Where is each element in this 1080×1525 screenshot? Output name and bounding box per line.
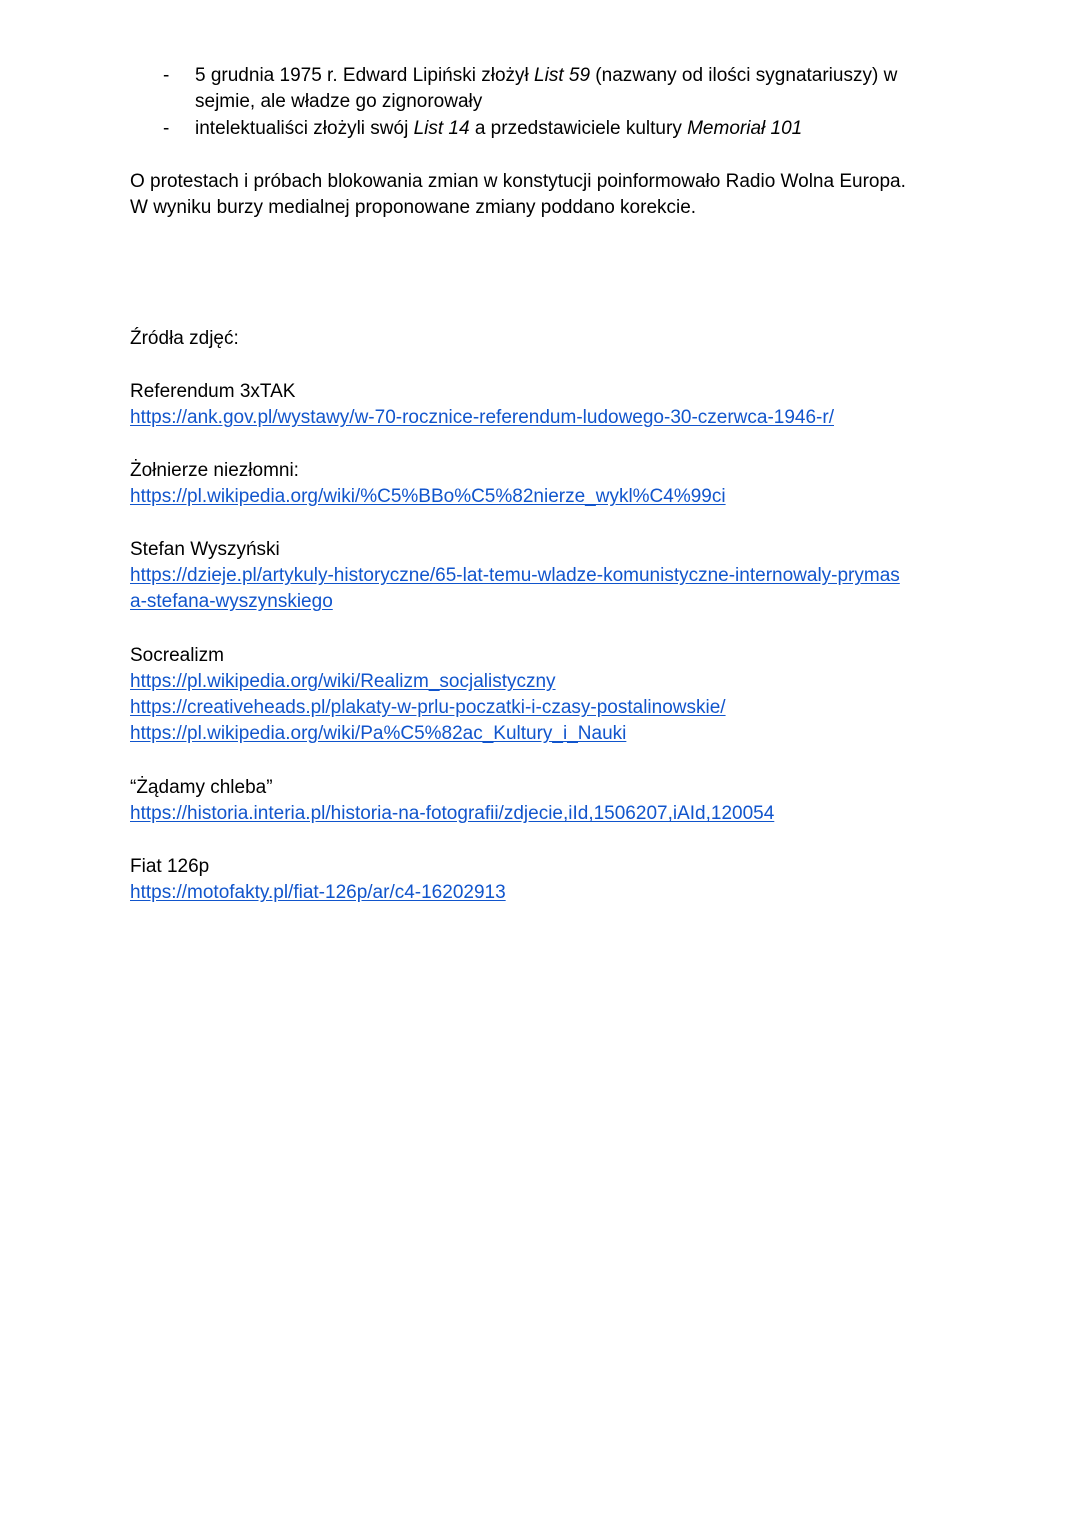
source-link[interactable]: https://pl.wikipedia.org/wiki/%C5%BBo%C5%82nierze_wykl%C4%99ci xyxy=(130,486,726,507)
bullet-1-line-2: sejmie, ale władze go zignorowały xyxy=(195,91,483,112)
source-link[interactable]: https://pl.wikipedia.org/wiki/Realizm_socjalistyczny xyxy=(130,671,556,692)
source-link[interactable]: https://dzieje.pl/artykuly-historyczne/65-lat-temu-wladze-komunistyczne-internowaly-prymas xyxy=(130,565,900,586)
bullet-1-text-a: 5 grudnia 1975 r. Edward Lipiński złożył xyxy=(195,65,535,86)
sources-heading: Źródła zdjęć: xyxy=(130,328,239,349)
source-links-fiat xyxy=(130,880,506,906)
source-links-zadamy-chleba xyxy=(130,801,774,827)
paragraph-line-1: O protestach i próbach blokowania zmian w konstytucji poinformowało Radio Wolna Europa. xyxy=(130,171,906,192)
bullet-1-italic-list59: List 59 xyxy=(534,65,591,86)
source-title-fiat: Fiat 126p xyxy=(130,856,210,877)
source-links-referendum xyxy=(130,405,834,431)
bullet-marker: - xyxy=(163,65,170,86)
source-title-referendum: Referendum 3xTAK xyxy=(130,381,296,402)
bullet-1-text-b: (nazwany od ilości sygnatariuszy) w xyxy=(590,65,898,86)
source-link-continuation[interactable]: a-stefana-wyszynskiego xyxy=(130,591,333,612)
paragraph-line-2: W wyniku burzy medialnej proponowane zmiany poddano korekcie. xyxy=(130,197,697,218)
source-links-socrealizm xyxy=(130,669,726,747)
source-links-zolnierze xyxy=(130,484,726,510)
bullet-2-text-b: a przedstawiciele kultury xyxy=(469,118,688,139)
source-link[interactable]: https://motofakty.pl/fiat-126p/ar/c4-16202913 xyxy=(130,882,506,903)
bullet-2-italic-memorial101: Memoriał 101 xyxy=(687,118,803,139)
bullet-marker: - xyxy=(163,118,170,139)
source-link[interactable]: https://creativeheads.pl/plakaty-w-prlu-poczatki-i-czasy-postalinowskie/ xyxy=(130,697,726,718)
bullet-2-text-a: intelektualiści złożyli swój xyxy=(195,118,414,139)
source-title-zolnierze: Żołnierze niezłomni: xyxy=(130,460,299,481)
source-link[interactable]: https://historia.interia.pl/historia-na-fotografii/zdjecie,iId,1506207,iAId,120054 xyxy=(130,803,775,824)
bullet-2-italic-list14: List 14 xyxy=(413,118,470,139)
source-link[interactable]: https://pl.wikipedia.org/wiki/Pa%C5%82ac_Kultury_i_Nauki xyxy=(130,723,627,744)
bullet-2-line-1 xyxy=(195,116,802,142)
source-links-wyszynski xyxy=(130,563,900,615)
source-link[interactable]: https://ank.gov.pl/wystawy/w-70-rocznice-referendum-ludowego-30-czerwca-1946-r/ xyxy=(130,407,834,428)
source-title-wyszynski: Stefan Wyszyński xyxy=(130,539,280,560)
source-title-zadamy-chleba: “Żądamy chleba” xyxy=(130,777,273,798)
source-title-socrealizm: Socrealizm xyxy=(130,645,224,666)
bullet-1-line-1 xyxy=(195,63,897,89)
